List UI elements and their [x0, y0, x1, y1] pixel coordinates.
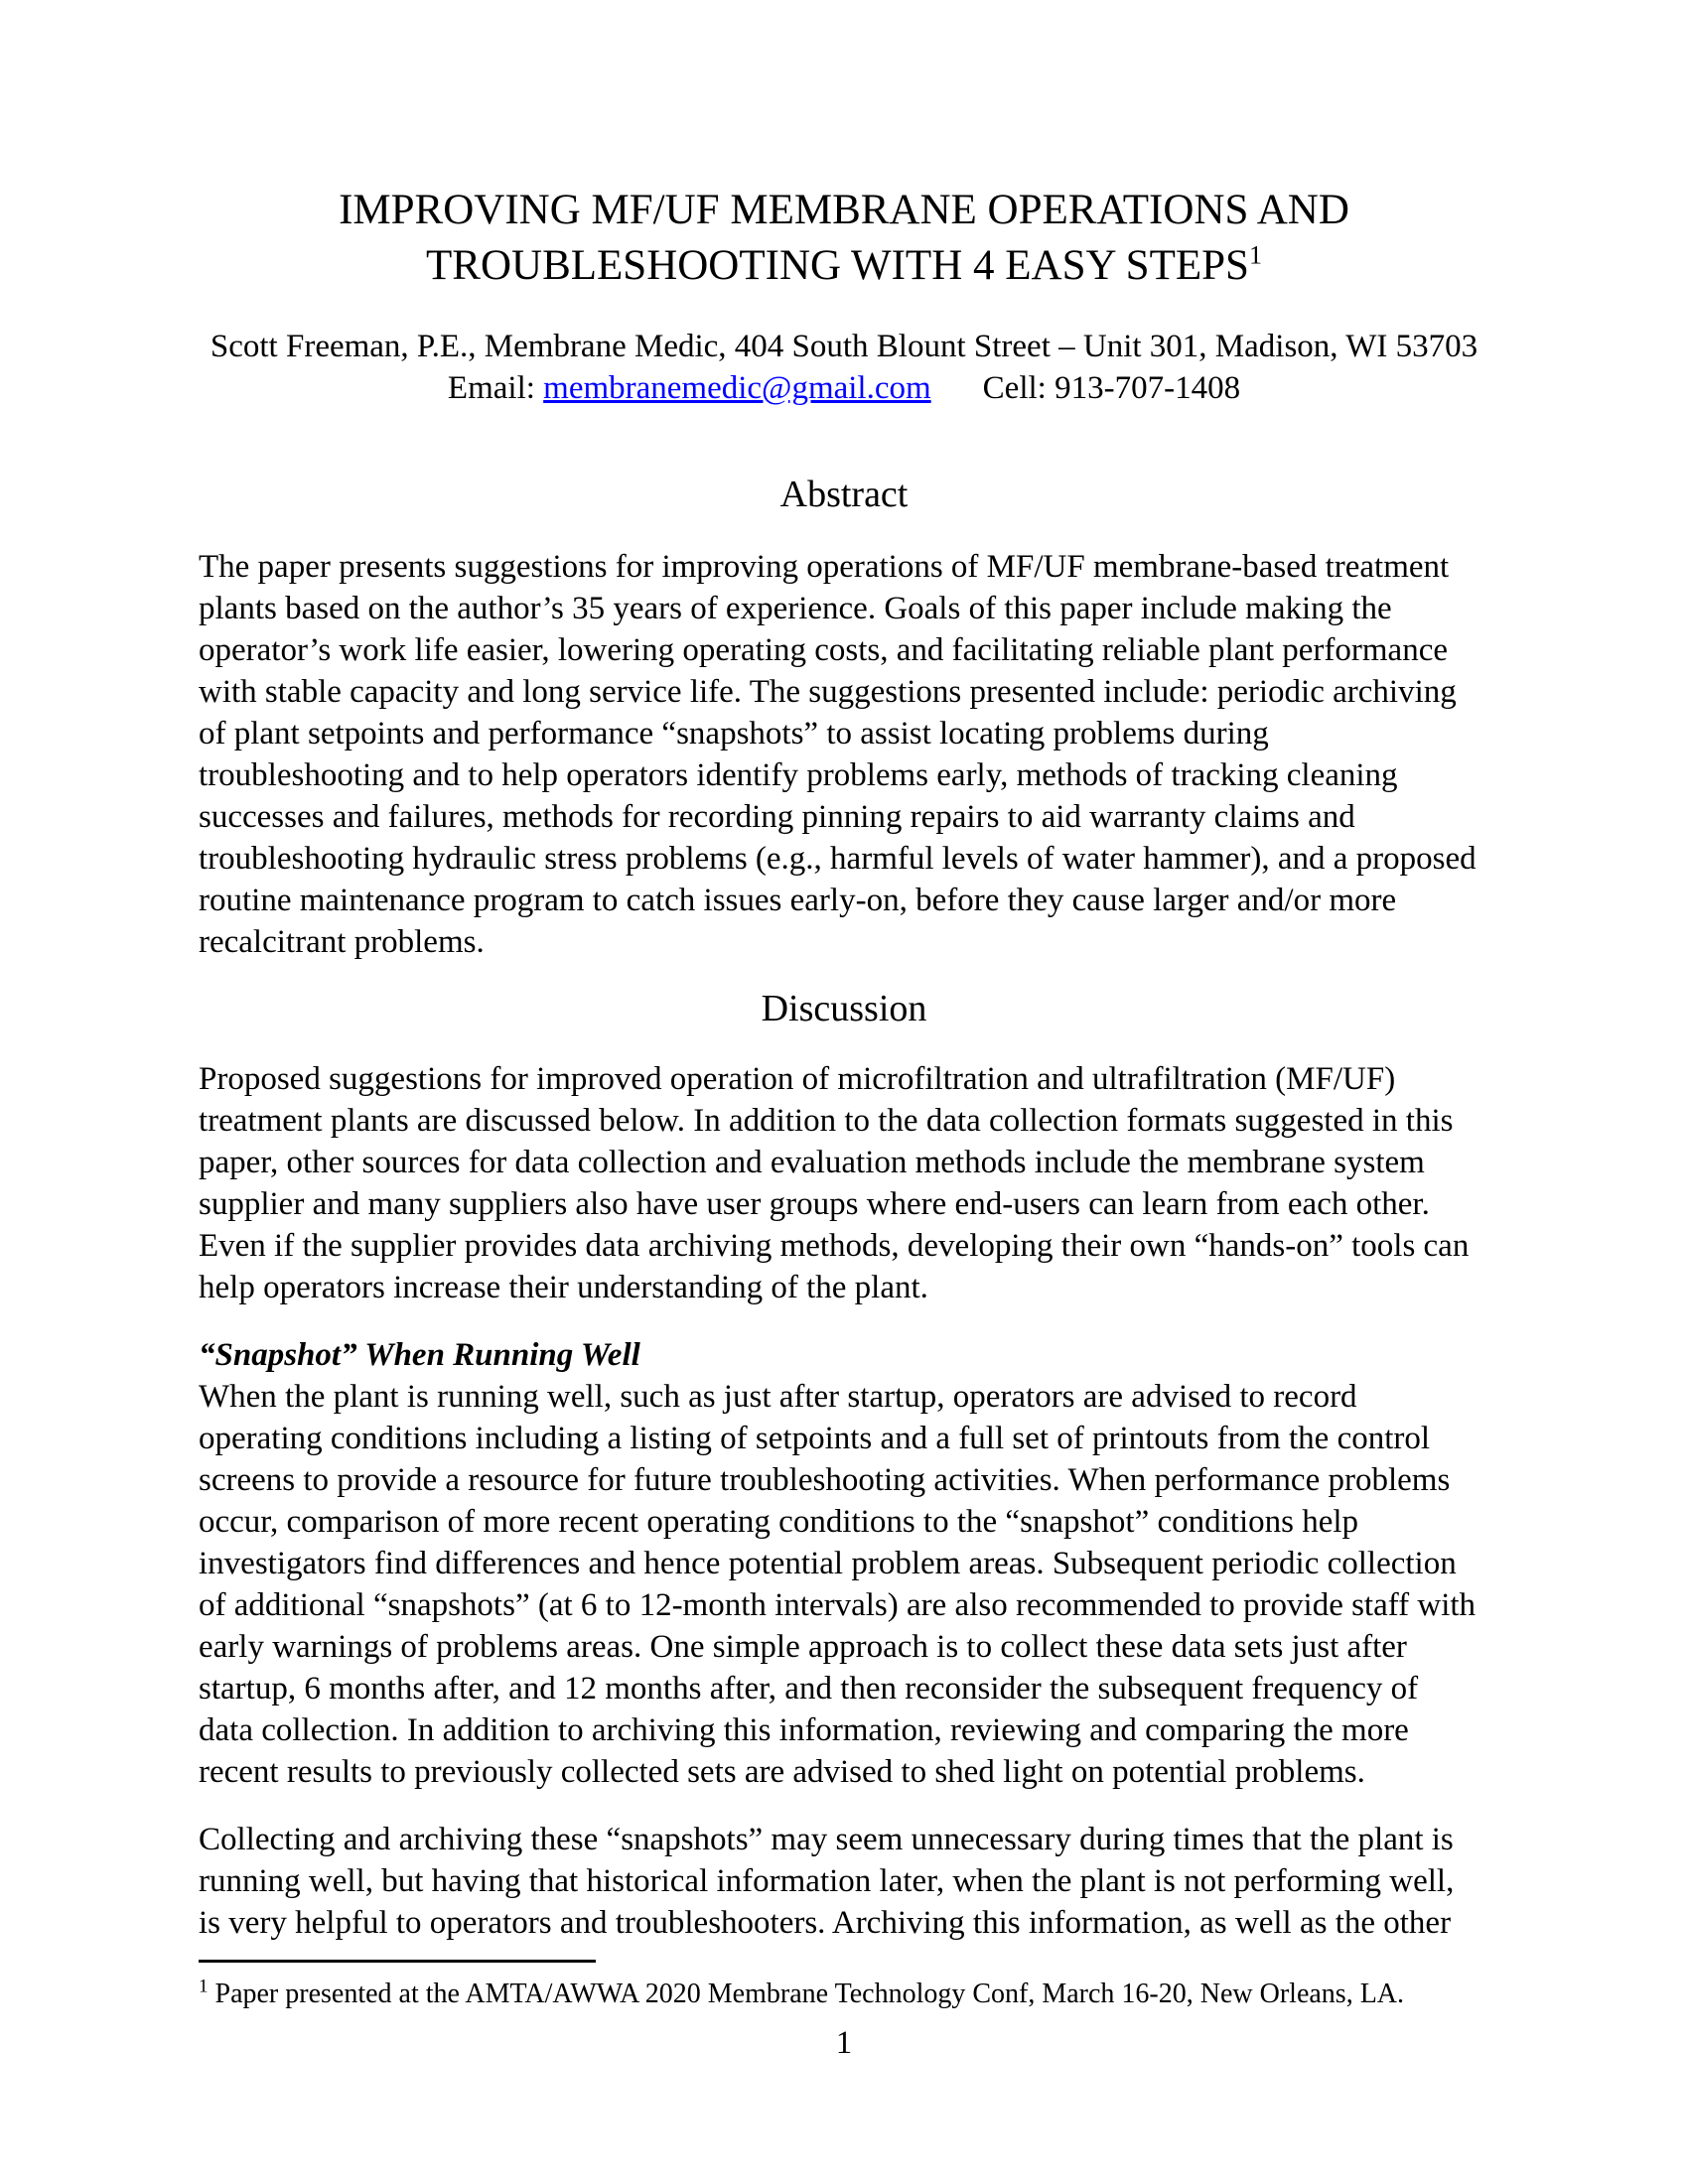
- text-line: investigators find differences and hence potential problem areas. Subsequent periodic collection: [199, 1546, 1457, 1581]
- text-line: help operators increase their understanding of the plant.: [199, 1270, 928, 1305]
- discussion-paragraph-1: [199, 1058, 1489, 1308]
- text-line: The paper presents suggestions for improving operations of MF/UF membrane-based treatment: [199, 549, 1450, 585]
- text-line: Collecting and archiving these “snapshots” may seem unnecessary during times that the plant is: [199, 1822, 1454, 1857]
- email-label: Email:: [447, 370, 544, 406]
- snapshot-paragraph-1: [199, 1376, 1489, 1793]
- discussion-heading: Discussion: [761, 988, 927, 1029]
- text-line: routine maintenance program to catch issues early-on, before they cause larger and/or more: [199, 883, 1397, 918]
- contact-line: [199, 367, 1489, 409]
- text-line: operating conditions including a listing of setpoints and a full set of printouts from the control: [199, 1421, 1431, 1456]
- text-line: screens to provide a resource for future troubleshooting activities. When performance problems: [199, 1462, 1451, 1498]
- text-line: successes and failures, methods for recording pinning repairs to aid warranty claims and: [199, 799, 1355, 835]
- text-line: with stable capacity and long service life. The suggestions presented include: periodic archiving: [199, 674, 1457, 710]
- footnote-reference-superscript: 1: [1248, 240, 1262, 270]
- author-block: [199, 326, 1489, 409]
- text-line: plants based on the author’s 35 years of experience. Goals of this paper include making the: [199, 591, 1392, 626]
- footnote: [199, 1977, 1489, 2012]
- text-line: running well, but having that historical information later, when the plant is not performing well,: [199, 1863, 1455, 1899]
- abstract-paragraph: [199, 546, 1489, 963]
- cell-number: Cell: 913-707-1408: [982, 370, 1241, 406]
- text-line: Even if the supplier provides data archiving methods, developing their own “hands-on” tools can: [199, 1228, 1470, 1264]
- text-line: treatment plants are discussed below. In addition to the data collection formats suggested in this: [199, 1103, 1454, 1139]
- footnote-block: [199, 1960, 1489, 2012]
- text-line: data collection. In addition to archiving this information, reviewing and comparing the more: [199, 1712, 1409, 1748]
- footnote-text: Paper presented at the AMTA/AWWA 2020 Membrane Technology Conf, March 16-20, New Orleans, LA.: [214, 1979, 1405, 2009]
- text-line: supplier and many suppliers also have user groups where end-users can learn from each other.: [199, 1186, 1430, 1222]
- text-line: operator’s work life easier, lowering operating costs, and facilitating reliable plant performance: [199, 632, 1448, 668]
- footnote-marker: 1: [199, 1976, 209, 1997]
- text-line: recent results to previously collected sets are advised to shed light on potential problems.: [199, 1754, 1365, 1790]
- page-number: 1: [835, 2025, 853, 2061]
- document-content: [199, 183, 1489, 2012]
- text-line: troubleshooting hydraulic stress problems (e.g., harmful levels of water hammer), and a proposed: [199, 841, 1477, 877]
- text-line: When the plant is running well, such as just after startup, operators are advised to record: [199, 1379, 1357, 1415]
- text-line: of additional “snapshots” (at 6 to 12-month intervals) are also recommended to provide staff with: [199, 1587, 1477, 1623]
- snapshot-paragraph-2: [199, 1819, 1489, 1944]
- paper-title-line2: TROUBLESHOOTING WITH 4 EASY STEPS: [426, 242, 1249, 289]
- email-link[interactable]: membranemedic@gmail.com: [543, 370, 931, 406]
- abstract-heading: Abstract: [779, 474, 909, 515]
- text-line: is very helpful to operators and troubleshooters. Archiving this information, as well as the other: [199, 1905, 1452, 1941]
- text-line: occur, comparison of more recent operating conditions to the “snapshot” conditions help: [199, 1504, 1359, 1540]
- snapshot-subheading: “Snapshot” When Running Well: [199, 1337, 640, 1373]
- text-line: troubleshooting and to help operators identify problems early, methods of tracking cleaning: [199, 757, 1398, 793]
- text-line: of plant setpoints and performance “snapshots” to assist locating problems during: [199, 716, 1269, 751]
- footnote-separator-rule: [199, 1960, 596, 1963]
- text-line: recalcitrant problems.: [199, 924, 485, 960]
- text-line: early warnings of problems areas. One simple approach is to collect these data sets just after: [199, 1629, 1407, 1665]
- text-line: startup, 6 months after, and 12 months after, and then reconsider the subsequent frequency of: [199, 1671, 1419, 1706]
- author-line: Scott Freeman, P.E., Membrane Medic, 404 South Blount Street – Unit 301, Madison, WI 53703: [210, 329, 1478, 364]
- paper-title: [199, 183, 1489, 294]
- text-line: paper, other sources for data collection and evaluation methods include the membrane system: [199, 1145, 1425, 1180]
- text-line: Proposed suggestions for improved operation of microfiltration and ultrafiltration (MF/UF): [199, 1061, 1396, 1097]
- paper-title-line1: IMPROVING MF/UF MEMBRANE OPERATIONS AND: [339, 187, 1349, 233]
